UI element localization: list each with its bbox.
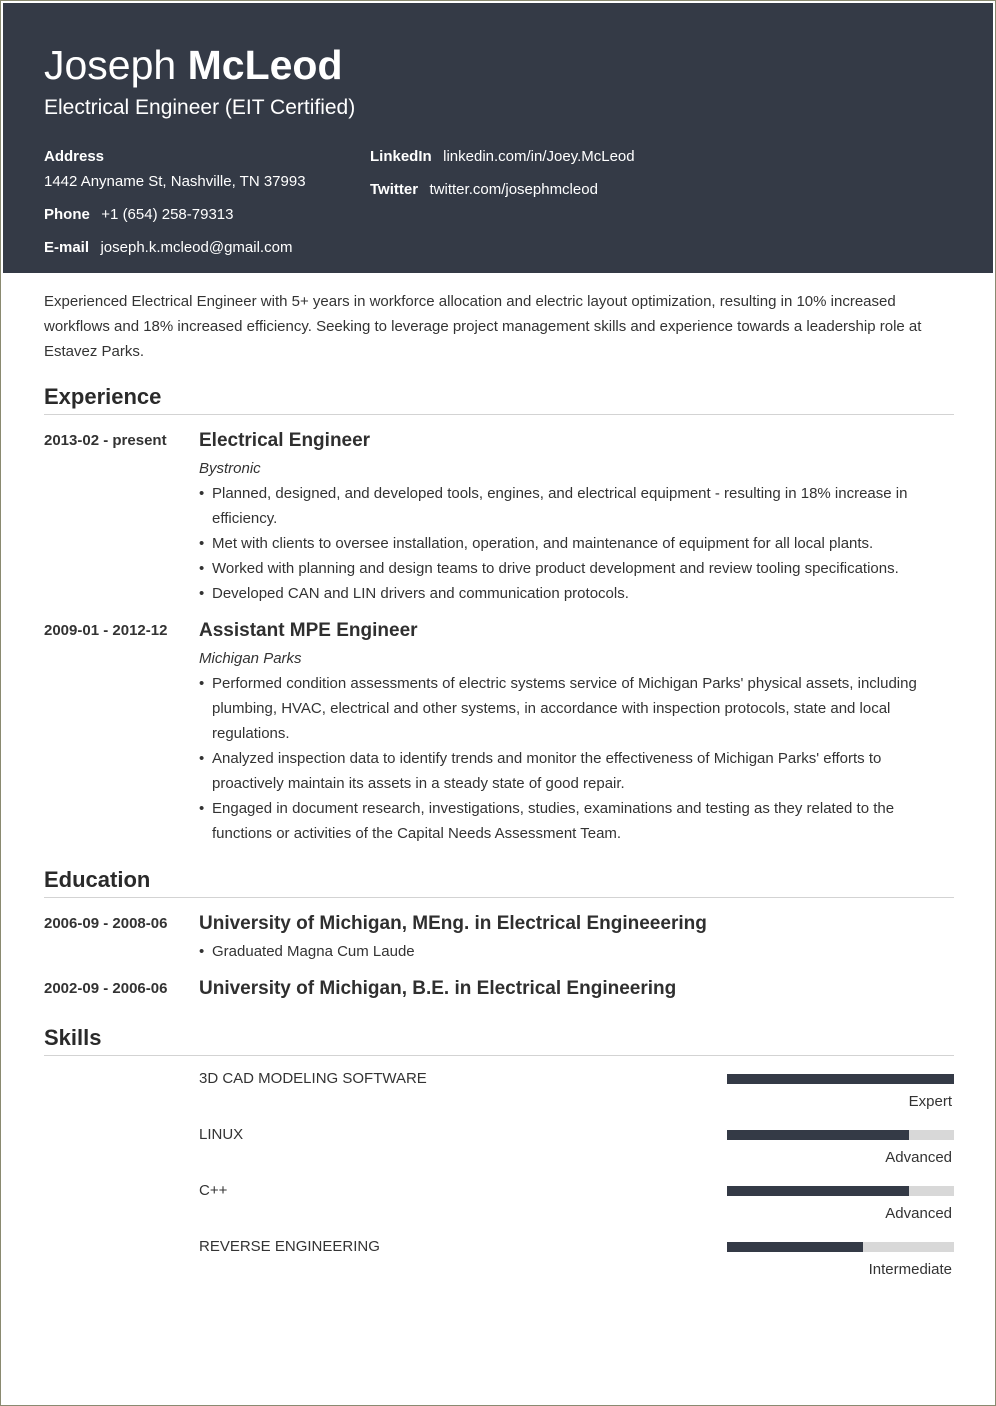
bullet-icon: • bbox=[199, 675, 205, 692]
bullet-list bbox=[199, 671, 929, 846]
email-label: E-mail bbox=[44, 239, 90, 256]
skill-level-bar bbox=[727, 1242, 954, 1252]
last-name: McLeod bbox=[187, 42, 343, 88]
bullet-icon: • bbox=[199, 800, 205, 817]
skill-level-fill bbox=[727, 1130, 909, 1140]
skill-name: 3D CAD MODELING SOFTWARE bbox=[199, 1070, 427, 1087]
experience-date: 2013-02 - present bbox=[44, 432, 167, 449]
education-date: 2006-09 - 2008-06 bbox=[44, 915, 168, 932]
list-item: • Developed CAN and LIN drivers and communication protocols. bbox=[199, 581, 929, 606]
list-item: • Planned, designed, and developed tools, engines, and electrical equipment - resulting in 18% increase in efficiency. bbox=[199, 481, 929, 531]
email-contact bbox=[44, 238, 292, 258]
skill-name: C++ bbox=[199, 1182, 228, 1199]
education-entry bbox=[199, 911, 954, 964]
degree-title: University of Michigan, B.E. in Electrical Engineering bbox=[199, 978, 677, 999]
company-name: Michigan Parks bbox=[199, 650, 302, 667]
skill-level-bar bbox=[727, 1186, 954, 1196]
phone-contact bbox=[44, 205, 233, 225]
skill-level-bar bbox=[727, 1130, 954, 1140]
linkedin-link[interactable]: linkedin.com/in/Joey.McLeod bbox=[443, 148, 635, 165]
address-label: Address bbox=[44, 148, 105, 165]
education-date: 2002-09 - 2006-06 bbox=[44, 980, 168, 997]
phone-value: +1 (654) 258-79313 bbox=[101, 206, 234, 223]
list-item: • Worked with planning and design teams to drive product development and review tooling specifications. bbox=[199, 556, 929, 581]
bullet-list bbox=[199, 481, 929, 606]
bullet-list bbox=[199, 939, 954, 964]
email-link[interactable]: joseph.k.mcleod@gmail.com bbox=[100, 239, 293, 256]
phone-label: Phone bbox=[44, 206, 90, 223]
full-name bbox=[44, 41, 343, 89]
experience-entry bbox=[199, 428, 929, 606]
experience-entry bbox=[199, 618, 929, 846]
first-name: Joseph bbox=[44, 42, 177, 88]
skill-level-fill bbox=[727, 1186, 909, 1196]
twitter-contact bbox=[370, 180, 598, 200]
address-value: 1442 Anyname St, Nashville, TN 37993 bbox=[44, 173, 306, 190]
skill-name: REVERSE ENGINEERING bbox=[199, 1238, 380, 1255]
skill-level-label: Advanced bbox=[885, 1149, 952, 1166]
skill-level-bar bbox=[727, 1074, 954, 1084]
skill-level-label: Expert bbox=[908, 1093, 952, 1110]
education-entry bbox=[199, 976, 954, 1002]
list-item: • Graduated Magna Cum Laude bbox=[199, 939, 954, 964]
linkedin-label: LinkedIn bbox=[370, 148, 432, 165]
bullet-icon: • bbox=[199, 535, 205, 552]
job-headline: Electrical Engineer (EIT Certified) bbox=[44, 96, 356, 119]
list-item: • Analyzed inspection data to identify trends and monitor the effectiveness of Michigan Parks' efforts to proactively maintain its assets in a steady state of good repair. bbox=[199, 746, 929, 796]
bullet-icon: • bbox=[199, 560, 205, 577]
twitter-link[interactable]: twitter.com/josephmcleod bbox=[429, 181, 598, 198]
education-heading: Education bbox=[44, 866, 954, 898]
job-title: Electrical Engineer bbox=[199, 430, 371, 451]
bullet-icon: • bbox=[199, 485, 205, 502]
skills-heading: Skills bbox=[44, 1024, 954, 1056]
bullet-icon: • bbox=[199, 750, 205, 767]
list-item: • Performed condition assessments of electric systems service of Michigan Parks' physical assets, including plumbing, HVAC, electrical and other systems, in accordance with inspection protocols, state and local regulations. bbox=[199, 671, 929, 746]
list-item: • Met with clients to oversee installation, operation, and maintenance of equipment for all local plants. bbox=[199, 531, 929, 556]
degree-title: University of Michigan, MEng. in Electrical Engineeering bbox=[199, 913, 707, 934]
company-name: Bystronic bbox=[199, 460, 261, 477]
skill-level-fill bbox=[727, 1242, 863, 1252]
linkedin-contact bbox=[370, 147, 635, 167]
skill-level-fill bbox=[727, 1074, 954, 1084]
experience-heading: Experience bbox=[44, 383, 954, 415]
summary-text: Experienced Electrical Engineer with 5+ years in workforce allocation and electric layout optimization, resulting in 10% increased workflows and 18% increased efficiency. Seeking to leverage project management skills and experience towards a leadership role at Estavez Parks. bbox=[44, 293, 922, 360]
resume-header bbox=[3, 3, 993, 273]
twitter-label: Twitter bbox=[370, 181, 419, 198]
bullet-icon: • bbox=[199, 585, 205, 602]
skill-level-label: Advanced bbox=[885, 1205, 952, 1222]
bullet-icon: • bbox=[199, 943, 205, 960]
list-item: • Engaged in document research, investigations, studies, examinations and testing as they related to the functions or activities of the Capital Needs Assessment Team. bbox=[199, 796, 929, 846]
job-title: Assistant MPE Engineer bbox=[199, 620, 418, 641]
skill-level-label: Intermediate bbox=[868, 1261, 952, 1278]
skill-name: LINUX bbox=[199, 1126, 244, 1143]
experience-date: 2009-01 - 2012-12 bbox=[44, 622, 168, 639]
